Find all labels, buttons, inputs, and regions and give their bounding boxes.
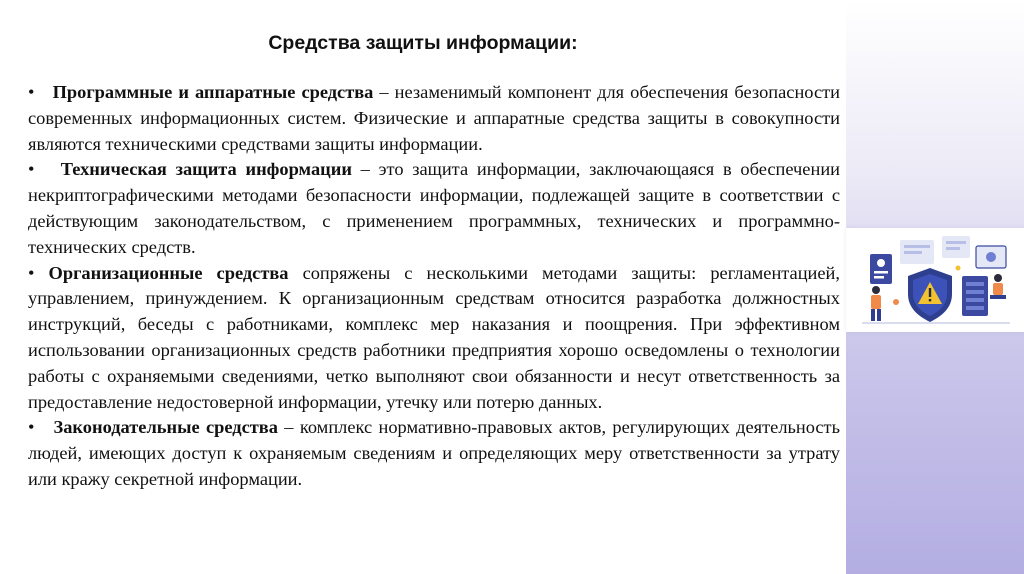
item-term: Организационные средства	[48, 262, 289, 283]
bullet-marker: •	[28, 262, 35, 283]
security-illustration	[846, 228, 1024, 332]
page-title: Средства защиты информации:	[268, 32, 578, 54]
bullet-list	[28, 80, 840, 493]
item-text: сопряжены с несколькими методами защиты: регламентацией, управлением, принуждением. К организационным средствам относится разработка должностных инструкций, беседы с работниками, комплекс мер наказания и поощрения. При эффективном использовании организационных средств работники предприятия хорошо осведомлены о технологии работы с охраняемыми сведениями, четко выполняют свои обязанности и несут ответственность за предоставление недостоверной информации, утечку или потерю данных.	[28, 262, 840, 412]
item-term: Законодательные средства	[53, 417, 278, 438]
item-text: – комплекс нормативно-правовых актов, регулирующих деятельность людей, имеющих доступ к охраняемым сведениям и определяющих меру ответственности за утрату или кражу секретной информации.	[28, 417, 840, 489]
list-item	[28, 80, 840, 157]
list-item	[28, 415, 840, 492]
item-text: – незаменимый компонент для обеспечения безопасности современных информационных систем. Физические и аппаратные средства защиты в совокупности являются техническими средствами защиты информации.	[28, 82, 840, 154]
item-term: Техническая защита информации	[60, 159, 352, 180]
bullet-marker: •	[28, 159, 35, 180]
list-item	[28, 261, 840, 416]
item-term: Программные и аппаратные средства	[52, 82, 374, 102]
list-item	[28, 157, 840, 260]
bullet-marker: •	[28, 417, 35, 438]
item-text: – это защита информации, заключающаяся в обеспечении некриптографическими методами безопасности информации, подлежащей защите в соответствии с действующим законодательством, с применением программных, технических и программно-технических средств.	[28, 159, 840, 257]
security-shield-warning-icon	[856, 232, 1016, 328]
bullet-marker: •	[28, 82, 35, 102]
